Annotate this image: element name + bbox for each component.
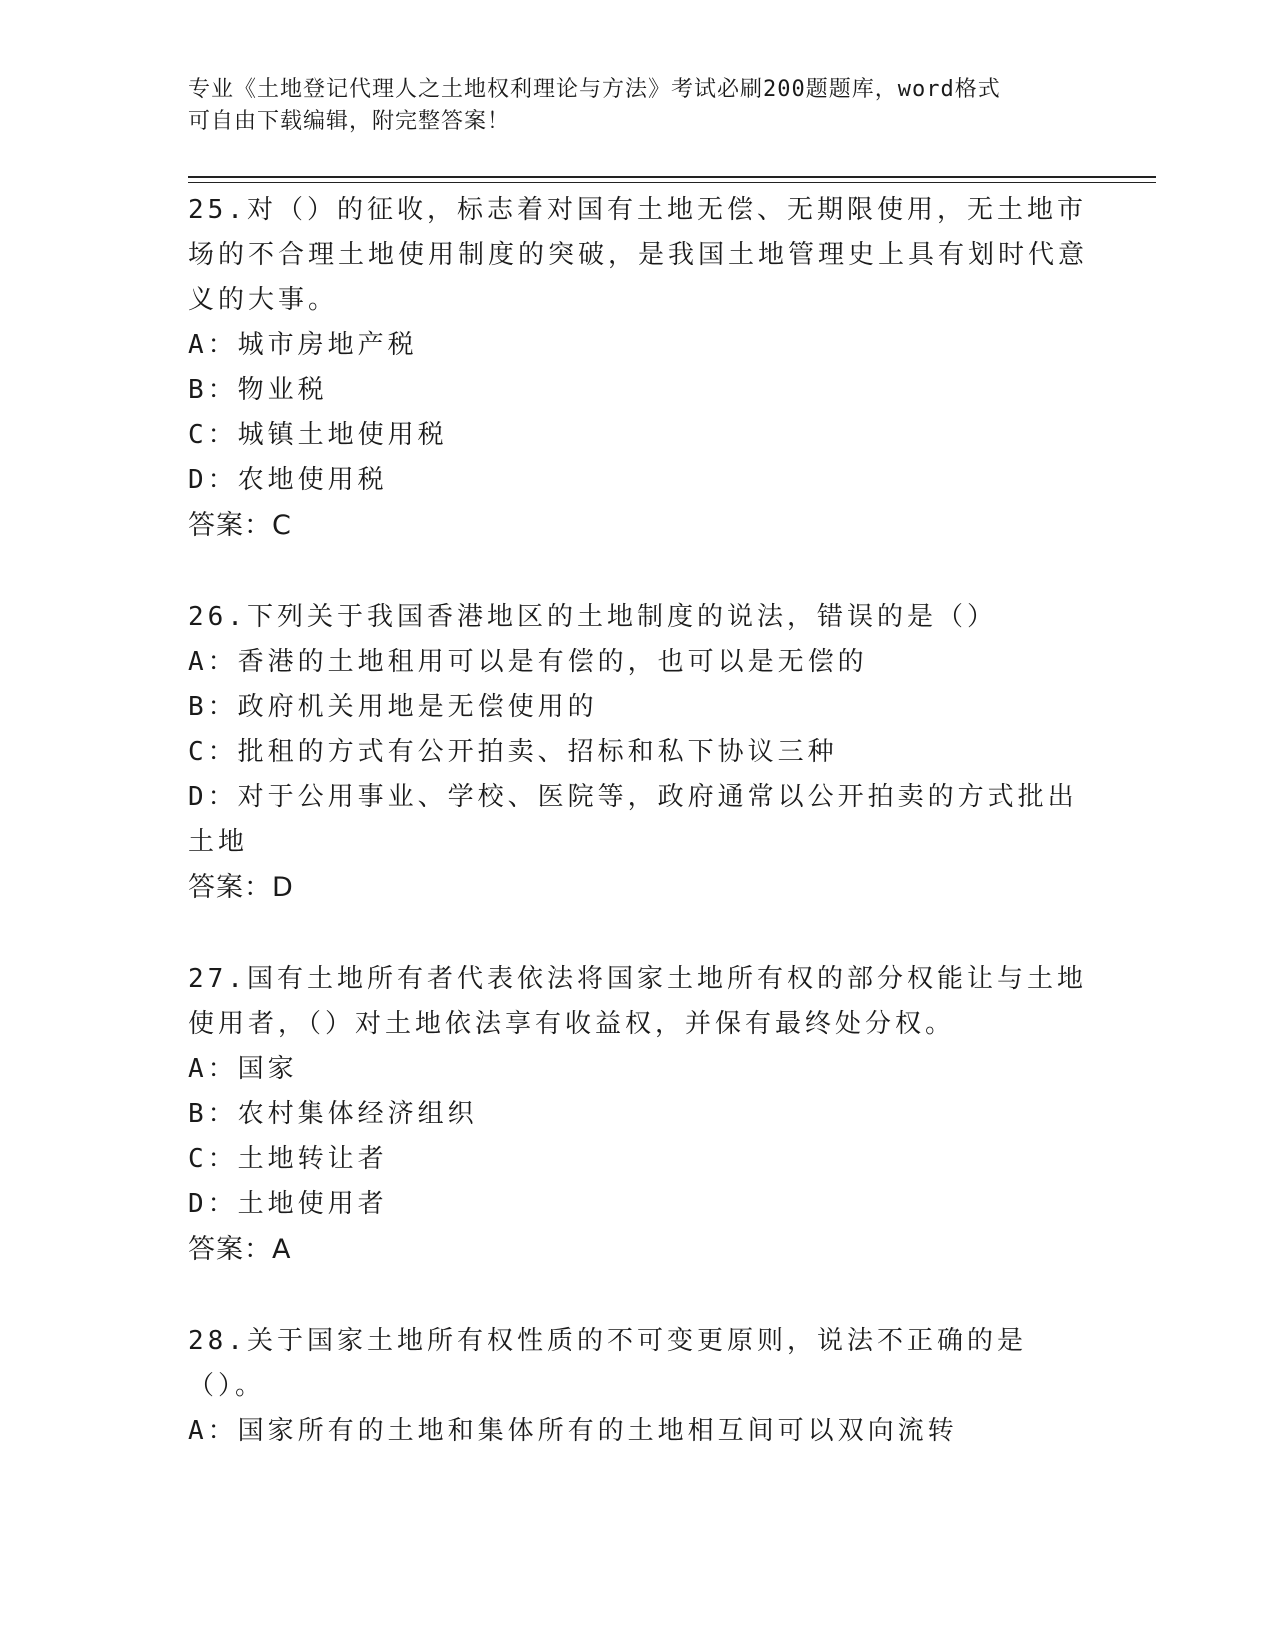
option-a: A：国家 bbox=[188, 1054, 298, 1084]
option-c: C：土地转让者 bbox=[188, 1144, 388, 1174]
option-a: A：城市房地产税 bbox=[188, 330, 418, 360]
question-27 bbox=[188, 957, 1088, 1273]
answer: 答案：C bbox=[188, 510, 292, 541]
option-b: B：政府机关用地是无偿使用的 bbox=[188, 692, 598, 722]
option-d: D：土地使用者 bbox=[188, 1189, 388, 1219]
question-list bbox=[188, 188, 1088, 1500]
question-stem: 27.国有土地所有者代表依法将国家土地所有权的部分权能让与土地使用者，（）对土地依法享有收益权，并保有最终处分权。 bbox=[188, 964, 1087, 1039]
option-b: B：农村集体经济组织 bbox=[188, 1099, 478, 1129]
question-26 bbox=[188, 595, 1088, 911]
header-divider bbox=[188, 176, 1156, 183]
question-28 bbox=[188, 1319, 1088, 1454]
question-stem: 25.对（）的征收，标志着对国有土地无偿、无期限使用，无土地市场的不合理土地使用制度的突破，是我国土地管理史上具有划时代意义的大事。 bbox=[188, 195, 1089, 315]
answer: 答案：A bbox=[188, 1234, 292, 1265]
option-c: C：批租的方式有公开拍卖、招标和私下协议三种 bbox=[188, 737, 838, 767]
option-d: D：农地使用税 bbox=[188, 465, 388, 495]
question-25 bbox=[188, 188, 1088, 549]
option-a: A：国家所有的土地和集体所有的土地相互间可以双向流转 bbox=[188, 1416, 958, 1446]
header-line-1: 专业《土地登记代理人之土地权利理论与方法》考试必刷200题题库，word格式 bbox=[188, 77, 1001, 102]
question-stem: 26.下列关于我国香港地区的土地制度的说法，错误的是（） bbox=[188, 602, 997, 632]
question-stem: 28.关于国家土地所有权性质的不可变更原则，说法不正确的是（）。 bbox=[188, 1326, 1027, 1401]
answer: 答案：D bbox=[188, 872, 294, 903]
option-b: B：物业税 bbox=[188, 375, 328, 405]
option-a: A：香港的土地租用可以是有偿的，也可以是无偿的 bbox=[188, 647, 868, 677]
option-c: C：城镇土地使用税 bbox=[188, 420, 448, 450]
option-d: D：对于公用事业、学校、医院等，政府通常以公开拍卖的方式批出土地 bbox=[188, 782, 1078, 857]
page-header bbox=[188, 74, 1068, 138]
header-line-2: 可自由下载编辑，附完整答案！ bbox=[188, 109, 511, 134]
